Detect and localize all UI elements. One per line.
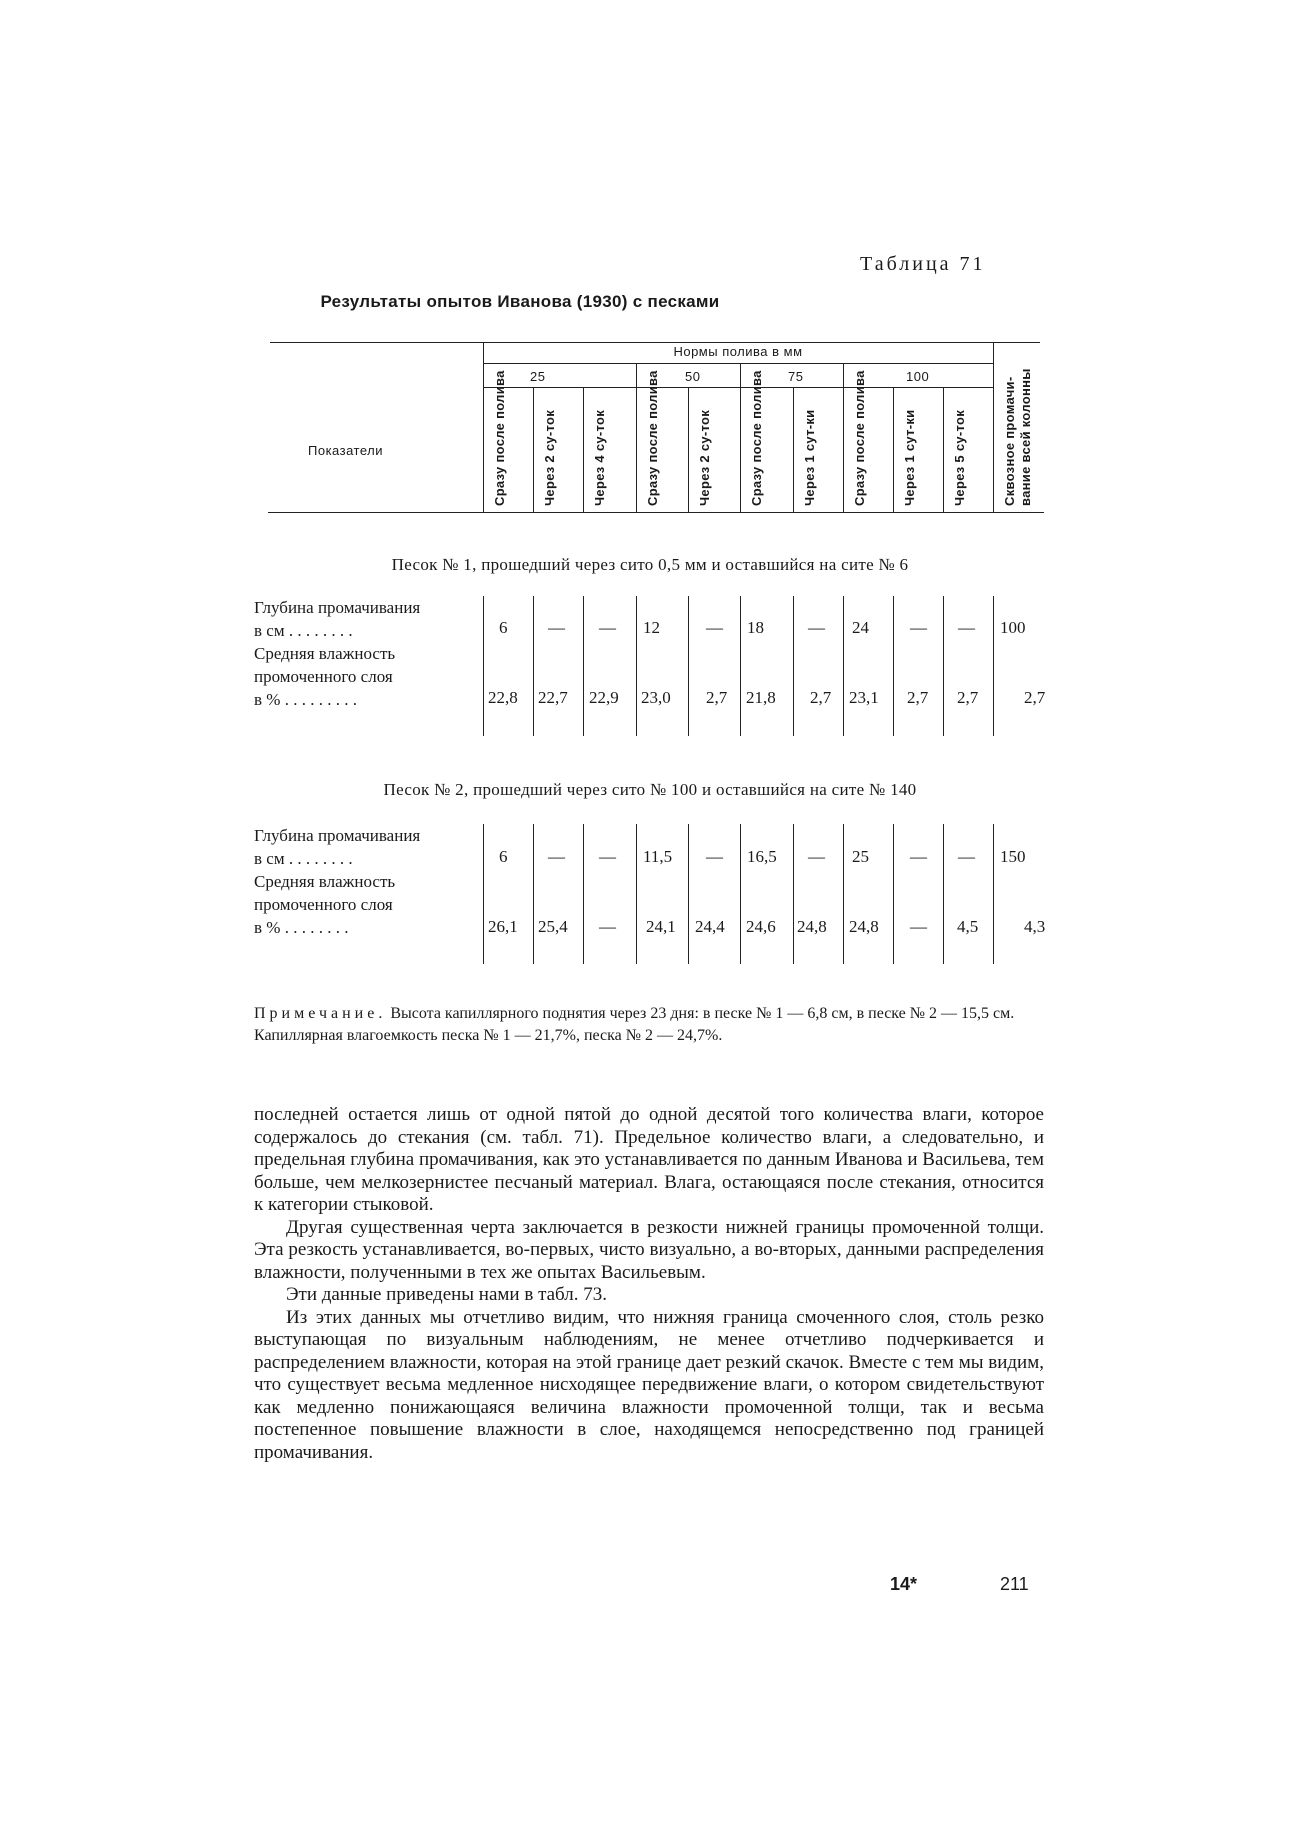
section-1-title: Песок № 1, прошедший через сито 0,5 мм и оставшийся на сите № 6 <box>391 555 909 574</box>
table-cell: — <box>548 618 565 637</box>
body-vline <box>688 824 689 964</box>
indicators-header: Показатели <box>308 443 383 458</box>
subcol-header: Сквозное промачи-вание всей колонны <box>1002 368 1033 506</box>
note-label: Примечание. <box>254 1005 387 1022</box>
table-cell: — <box>808 847 825 866</box>
row-label <box>254 824 478 870</box>
body-vline <box>843 596 844 736</box>
row-label-line: Глубина промачивания <box>254 598 421 617</box>
table-cell: — <box>910 618 927 637</box>
paragraph: Другая существенная черта заключается в резкости нижней границы промоченной толщи. Эта резкость устанавливается, во-первых, чисто визуально, а во-вторых, данными распределения влажности, полученными в тех же опытах Васильевым. <box>254 1216 1044 1283</box>
table-cell: — <box>599 618 616 637</box>
table-cell: — <box>548 847 565 866</box>
row-label <box>254 870 478 939</box>
table-cell: 150 <box>1000 847 1026 866</box>
subcol-header: Через 4 су-ток <box>592 409 607 506</box>
table-cell: 18 <box>747 618 764 637</box>
table-cell: — <box>706 618 723 637</box>
table-cell: 23,0 <box>641 688 671 707</box>
table-cell: — <box>910 917 927 936</box>
row-label-line: промоченного слоя <box>254 667 393 686</box>
table-cell: 2,7 <box>907 688 929 707</box>
header-vline <box>688 387 689 512</box>
paragraph: Эти данные приведены нами в табл. 73. <box>286 1284 607 1305</box>
body-vline <box>740 596 741 736</box>
body-vline <box>583 824 584 964</box>
table-cell: — <box>910 847 927 866</box>
header-vline <box>843 363 844 512</box>
body-vline <box>740 824 741 964</box>
norms-header: Нормы полива в мм <box>673 344 803 359</box>
page-number: 211 <box>1000 1574 1029 1594</box>
table-cell: 24,6 <box>746 917 776 936</box>
table-cell: 16,5 <box>747 847 777 866</box>
table-cell: 2,7 <box>706 688 728 707</box>
table-cell: 25 <box>852 847 869 866</box>
header-vline <box>583 387 584 512</box>
body-vline <box>793 824 794 964</box>
row-label-line: Глубина промачивания <box>254 826 421 845</box>
table-number: Таблица 71 <box>860 253 986 275</box>
table-cell: 24,8 <box>849 917 879 936</box>
header-top-rule <box>270 342 1040 343</box>
table-cell: 100 <box>1000 618 1026 637</box>
body-vline <box>893 824 894 964</box>
section-title <box>0 555 1300 575</box>
row-label-line: промоченного слоя <box>254 895 393 914</box>
body-text <box>254 1104 1044 1464</box>
body-vline <box>793 596 794 736</box>
group-50: 50 <box>685 369 701 384</box>
body-vline <box>483 596 484 736</box>
table-cell: 12 <box>643 618 660 637</box>
row-label-line: Средняя влажность <box>254 644 396 663</box>
note-text: Высота капиллярного поднятия через 23 дня: в песке № 1 — 6,8 см, в песке № 2 — 15,5 см. Капиллярная влагоемкость песка № 1 — 21,7%, песка № 2 — 24,7%. <box>254 1005 1015 1044</box>
subcol-header: Через 1 сут-ки <box>902 409 917 506</box>
table-cell: — <box>706 847 723 866</box>
table-cell: 11,5 <box>643 847 673 866</box>
table-cell: 25,4 <box>538 917 568 936</box>
body-vline <box>943 824 944 964</box>
header-vline <box>943 387 944 512</box>
body-vline <box>636 824 637 964</box>
table-cell: 23,1 <box>849 688 879 707</box>
row-label-line: в % . . . . . . . . . <box>254 690 357 709</box>
body-vline <box>636 596 637 736</box>
table-note <box>254 1003 1044 1047</box>
header-bottom-rule <box>268 512 1044 513</box>
subcol-header: Сразу после полива <box>492 370 507 506</box>
signature-mark: 14* <box>890 1574 918 1594</box>
row-label-line: в см . . . . . . . . <box>254 621 353 640</box>
table-cell: 6 <box>499 847 508 866</box>
table-cell: 26,1 <box>488 917 518 936</box>
group-75: 75 <box>788 369 804 384</box>
table-cell: 2,7 <box>810 688 832 707</box>
header-vline <box>793 387 794 512</box>
body-vline <box>583 596 584 736</box>
row-label-line: в см . . . . . . . . <box>254 849 353 868</box>
body-vline <box>533 596 534 736</box>
body-vline <box>893 596 894 736</box>
table-cell: — <box>958 847 975 866</box>
body-vline <box>688 596 689 736</box>
table-cell: 4,3 <box>1024 917 1046 936</box>
header-vline <box>533 387 534 512</box>
group-25: 25 <box>530 369 546 384</box>
table-cell: — <box>599 847 616 866</box>
header-vline <box>893 387 894 512</box>
row-label <box>254 596 478 642</box>
group-100: 100 <box>906 369 930 384</box>
paragraph: последней остается лишь от одной пятой до одной десятой того количества влаги, которое содержалось до стекания (см. табл. 71). Предельное количество влаги, а следовательно, и предельная глубина промачивания, как это устанавливается по данным Иванова и Васильева, тем больше, чем мелкозернистее песчаный материал. Влага, остающаяся после стекания, относится к категории стыковой. <box>254 1104 1044 1215</box>
table-cell: — <box>808 618 825 637</box>
header-vline <box>993 342 994 512</box>
table-cell: 2,7 <box>957 688 979 707</box>
table-cell: 4,5 <box>957 917 979 936</box>
table-cell: — <box>599 917 616 936</box>
table-cell: — <box>958 618 975 637</box>
subcol-header: Сразу после полива <box>645 370 660 506</box>
row-label-line: в % . . . . . . . . <box>254 918 349 937</box>
table-cell: 22,9 <box>589 688 619 707</box>
table-cell: 24 <box>852 618 869 637</box>
table-cell: 22,8 <box>488 688 518 707</box>
subcol-header: Сразу после полива <box>852 370 867 506</box>
subcol-header: Через 2 су-ток <box>542 409 557 506</box>
body-vline <box>843 824 844 964</box>
row-label-line: Средняя влажность <box>254 872 396 891</box>
body-vline <box>533 824 534 964</box>
table-cell: 2,7 <box>1024 688 1046 707</box>
paragraph: Из этих данных мы отчетливо видим, что нижняя граница смоченного слоя, столь резко выступающая по визуальным наблюдениям, не менее отчетливо подчеркивается и распределением влажности, которая на этой границе дает резкий скачок. Вместе с тем мы видим, что существует весьма медленное нисходящее передвижение влаги, о котором свидетельствуют как медленно понижающаяся величина влажности промоченной толщи, так и весьма постепенное повышение влажности в слое, находящемся непосредственно под границей промачивания. <box>254 1306 1044 1463</box>
table-cell: 24,1 <box>646 917 676 936</box>
body-vline <box>993 596 994 736</box>
header-vline <box>636 363 637 512</box>
subcol-header: Через 1 сут-ки <box>802 409 817 506</box>
section-2-title: Песок № 2, прошедший через сито № 100 и оставшийся на сите № 140 <box>383 780 917 799</box>
section-title <box>0 780 1300 800</box>
body-vline <box>483 824 484 964</box>
header-vline <box>740 363 741 512</box>
table-cell: 24,4 <box>695 917 725 936</box>
subcol-header: Сразу после полива <box>749 370 764 506</box>
table-cell: 6 <box>499 618 508 637</box>
table-cell: 22,7 <box>538 688 568 707</box>
table-cell: 24,8 <box>797 917 827 936</box>
header-vline <box>483 342 484 512</box>
row-label <box>254 642 478 711</box>
body-vline <box>943 596 944 736</box>
subcol-header: Через 2 су-ток <box>697 409 712 506</box>
body-vline <box>993 824 994 964</box>
table-caption: Результаты опытов Иванова (1930) с песками <box>320 292 720 311</box>
subcol-header: Через 5 су-ток <box>952 409 967 506</box>
table-cell: 21,8 <box>746 688 776 707</box>
